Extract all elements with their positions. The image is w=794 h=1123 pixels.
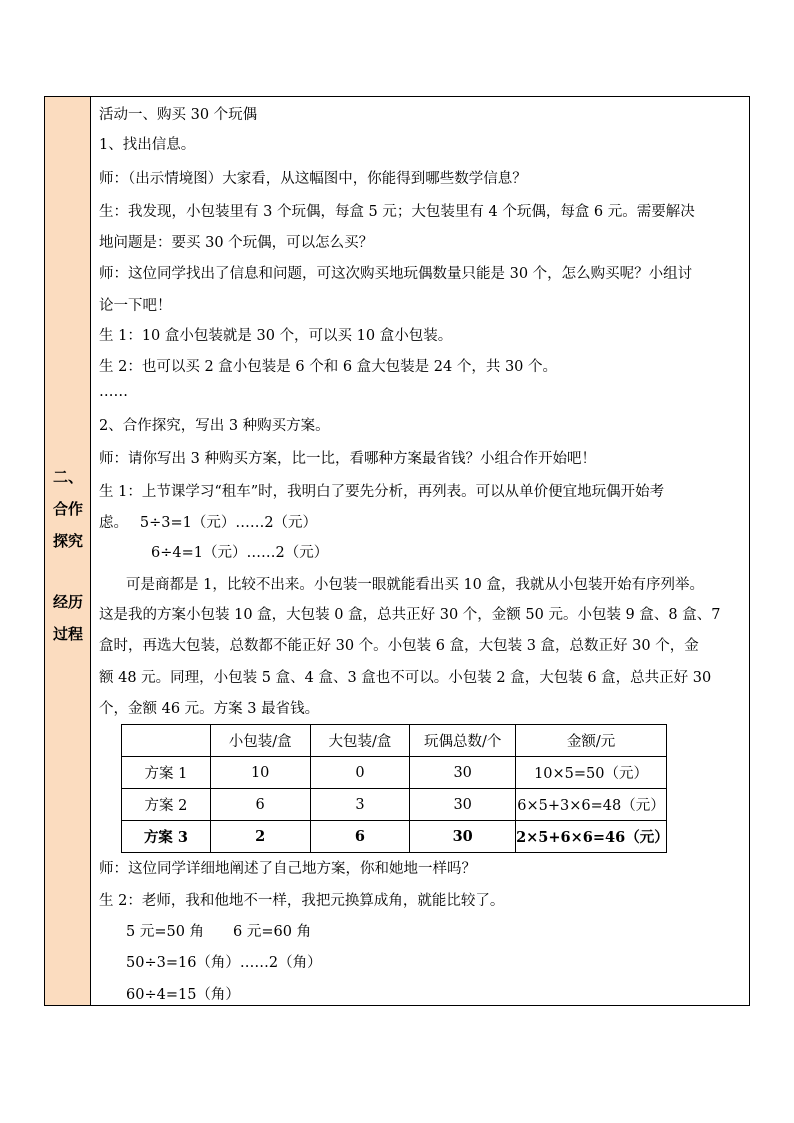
formula-line: 60÷4=15（角） — [126, 987, 240, 1003]
table-cell: 3 — [310, 789, 410, 821]
paragraph-line: 这是我的方案小包装 10 盒，大包装 0 盒，总共正好 30 个，金额 50 元。小包装 9 盒、8 盒、7 — [99, 607, 721, 623]
table-cell: 30 — [410, 821, 516, 853]
dialogue-line: 生 2：老师，我和他地不一样，我把元换算成角，就能比较了。 — [99, 893, 505, 909]
section-title-line2: 探究 — [52, 532, 83, 550]
dialogue-line: 地问题是：要买 30 个玩偶，可以怎么买？ — [99, 235, 374, 251]
dialogue-line: 师：（出示情境图）大家看，从这幅图中，你能得到哪些数学信息？ — [99, 171, 527, 187]
lesson-table — [44, 96, 750, 1006]
table-header: 小包装/盒 — [210, 725, 310, 757]
paragraph-line: 额 48 元。同理，小包装 5 盒、4 盒、3 盒也不可以。小包装 2 盒，大包装 6 盒，总共正好 30 — [99, 670, 712, 686]
plans-table — [121, 724, 667, 853]
dialogue-line: 生 1：上节课学习“租车”时，我明白了要先分析，再列表。可以从单价便宜地玩偶开始考 — [99, 484, 665, 500]
paragraph-line: 盒时，再选大包装，总数都不能正好 30 个。小包装 6 盒，大包装 3 盒，总数正好 30 个，金 — [99, 638, 699, 654]
dialogue-line: 论一下吧！ — [99, 298, 172, 314]
dialogue-line: 虑。 5÷3=1（元）……2（元） — [99, 515, 318, 531]
dialogue-line: 生 1：10 盒小包装就是 30 个，可以买 10 盒小包装。 — [99, 328, 453, 344]
formula-line: 50÷3=16（角）……2（角） — [126, 955, 322, 971]
dialogue-line: 师：这位同学详细地阐述了自己地方案，你和她地一样吗？ — [99, 861, 476, 877]
dialogue-line: 师：这位同学找出了信息和问题，可这次购买地玩偶数量只能是 30 个，怎么购买呢？小组讨 — [99, 266, 693, 282]
section-label-cell — [45, 97, 91, 1005]
dialogue-line: 师：请你写出 3 种购买方案，比一比，看哪种方案最省钱？小组合作开始吧！ — [99, 451, 596, 467]
table-cell: 方案 2 — [122, 789, 211, 821]
table-cell: 10 — [210, 757, 310, 789]
table-cell: 10×5=50（元） — [516, 757, 667, 789]
table-cell: 0 — [310, 757, 410, 789]
step-heading: 1、找出信息。 — [99, 137, 196, 153]
table-cell: 2×5+6×6=46（元） — [516, 821, 667, 853]
table-cell: 6 — [210, 789, 310, 821]
table-row-highlighted — [122, 821, 667, 853]
table-cell: 30 — [410, 757, 516, 789]
table-row — [122, 757, 667, 789]
table-cell: 方案 1 — [122, 757, 211, 789]
dialogue-line: 生 2：也可以买 2 盒小包装是 6 个和 6 盒大包装是 24 个，共 30 个。 — [99, 359, 558, 375]
table-cell: 6 — [310, 821, 410, 853]
table-header: 金额/元 — [516, 725, 667, 757]
table-row — [122, 789, 667, 821]
section-title-line4: 过程 — [52, 625, 83, 643]
section-title-line1: 合作 — [52, 500, 83, 518]
ellipsis-line: …… — [99, 384, 128, 400]
table-header: 大包装/盒 — [310, 725, 410, 757]
table-header — [122, 725, 211, 757]
table-header-row — [122, 725, 667, 757]
section-title-line3: 经历 — [52, 593, 83, 611]
lesson-content — [91, 97, 749, 1005]
section-number: 二、 — [52, 468, 83, 486]
dialogue-line: 生：我发现，小包装里有 3 个玩偶，每盒 5 元；大包装里有 4 个玩偶，每盒 6 元。需要解决 — [99, 204, 695, 220]
paragraph-line: 个，金额 46 元。方案 3 最省钱。 — [99, 701, 320, 717]
activity-title: 活动一、购买 30 个玩偶 — [99, 107, 258, 123]
table-cell: 方案 3 — [122, 821, 211, 853]
formula-line: 6÷4=1（元）……2（元） — [151, 545, 329, 561]
formula-line: 5 元=50 角 6 元=60 角 — [126, 924, 312, 940]
table-cell: 6×5+3×6=48（元） — [516, 789, 667, 821]
paragraph-line: 可是商都是 1，比较不出来。小包装一眼就能看出买 10 盒，我就从小包装开始有序列举。 — [126, 577, 704, 593]
table-cell: 30 — [410, 789, 516, 821]
table-cell: 2 — [210, 821, 310, 853]
step-heading: 2、合作探究，写出 3 种购买方案。 — [99, 418, 330, 434]
table-header: 玩偶总数/个 — [410, 725, 516, 757]
